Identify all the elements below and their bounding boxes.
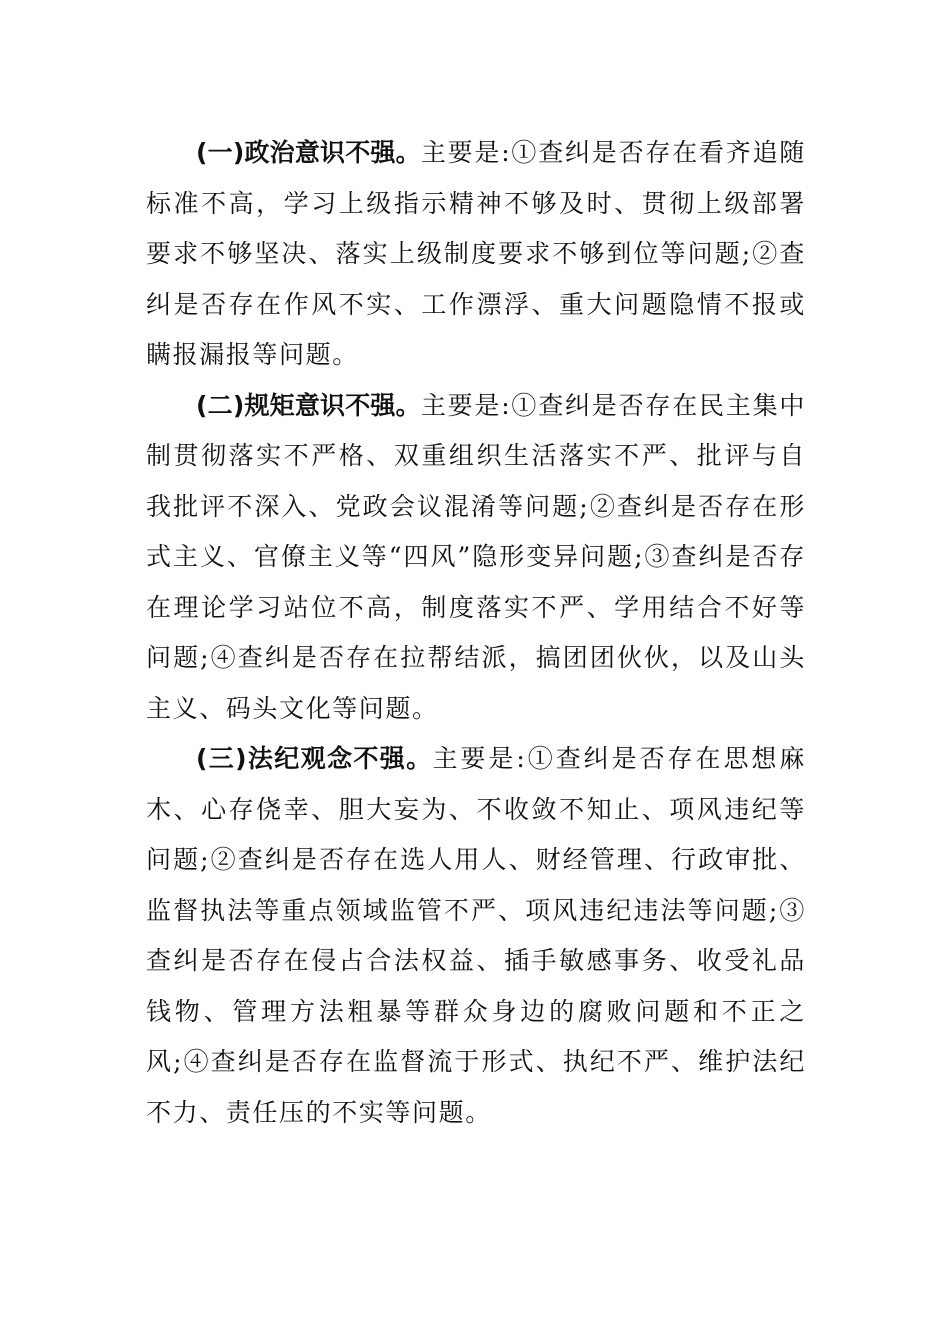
section-text: 主要是:①查纠是否存在看齐追随标准不高，学习上级指示精神不够及时、贯彻上级部署要求不够坚决、落实上级制度要求不够到位等问题;②查纠是否存在作风不实、工作漂浮、重大问题隐情不报或瞒报漏报等问题。	[146, 138, 806, 369]
section-heading: (一)政治意识不强。	[196, 138, 421, 167]
section-heading: (三)法纪观念不强。	[196, 744, 433, 773]
paragraph-legal-awareness	[146, 734, 806, 1138]
section-text: 主要是:①查纠是否存在思想麻木、心存侥幸、胆大妄为、不收敛不知止、项风违纪等问题;②查纠是否存在选人用人、财经管理、行政审批、监督执法等重点领域监管不严、项风违纪违法等问题;③查纠是否存在侵占合法权益、插手敏感事务、收受礼品钱物、管理方法粗暴等群众身边的腐败问题和不正之风;④查纠是否存在监督流于形式、执纪不严、维护法纪不力、责任压的不实等问题。	[146, 744, 806, 1127]
paragraph-rules-awareness	[146, 381, 806, 735]
paragraph-political-awareness	[146, 128, 806, 381]
section-text: 主要是:①查纠是否存在民主集中制贯彻落实不严格、双重组织生活落实不严、批评与自我批评不深入、党政会议混淆等问题;②查纠是否存在形式主义、官僚主义等“四风”隐形变异问题;③查纠是否存在理论学习站位不高，制度落实不严、学用结合不好等问题;④查纠是否存在拉帮结派，搞团团伙伙，以及山头主义、码头文化等问题。	[146, 390, 806, 723]
document-body	[146, 128, 806, 1138]
section-heading: (二)规矩意识不强。	[196, 390, 421, 420]
